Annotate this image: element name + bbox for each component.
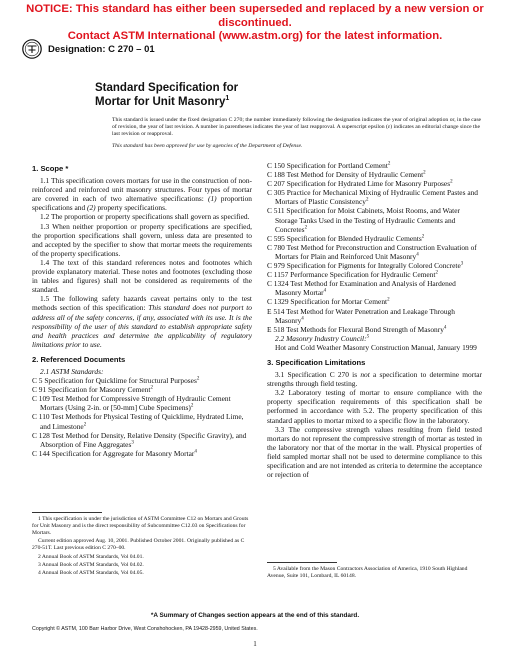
council-footnote-mark: 5 [366,334,370,340]
reference-footnote-mark: 2 [450,179,453,185]
footnote-3: 3 Annual Book of ASTM Standards, Vol 04.02. [38,561,144,568]
reference-text: C 144 Specification for Aggregate for Masonry Mortar [32,448,195,458]
council-heading [267,334,482,343]
title-line-2-text: Mortar for Unit Masonry [95,95,226,108]
reference-item [32,449,252,458]
reference-text: C 1157 Performance Specification for Hydraulic Cement [267,270,436,280]
reference-item [267,307,482,325]
para-1-1-a: 1.1 This specification covers mortars for use in the construction of non-reinforced and reinforced unit masonry structures. Four types of mortar are covered in each of two alternative specifications: [32,176,252,204]
reference-text: C 979 Specification for Pigments for Integrally Colored Concrete [267,261,461,271]
footnote-4: 4 Annual Book of ASTM Standards, Vol 04.05. [38,570,144,577]
footnote-rule-right [267,562,337,563]
reference-footnote-mark: 4 [194,449,197,455]
reference-item [267,279,482,297]
left-column [32,161,252,458]
notice-line-1: NOTICE: This standard has either been superseded and replaced by a new version or discontinued. [26,3,484,29]
para-1-2: 1.2 The proportion or property specifications shall govern as specified. [40,212,250,222]
reference-item [267,170,482,179]
reference-item [267,188,482,206]
footnote-rule-left [32,512,102,513]
reference-footnote-mark: 2 [190,403,194,409]
footnote-2: 2 Annual Book of ASTM Standards, Vol 04.01. [38,553,144,560]
astm-logo-icon [22,39,42,59]
reference-footnote-mark: 3 [131,440,134,446]
reference-item [32,376,252,385]
designation-text: Designation: C 270 – 01 [48,43,155,55]
footnote-5: 5 Available from the Mason Contractors Association of America, 1910 South Highland Avenue, Suite 101, Lombard, IL 60148. [267,566,468,579]
reference-footnote-mark: 2 [387,297,390,303]
refs-left-list [32,376,252,458]
summary-of-changes-note: *A Summary of Changes section appears at the end of this standard. [150,612,360,619]
reference-footnote-mark: 2 [150,385,153,391]
para-1-5 [32,294,252,349]
reference-footnote-mark: 2 [421,234,425,240]
reference-footnote-mark: 2 [435,270,438,276]
reference-footnote-mark: 2 [196,376,200,382]
para-1-4: 1.4 The text of this standard references notes and footnotes which provide explanatory material. These notes and footnotes (excluding those in tables and figures) shall not be considered as requirements of the standard. [32,257,252,295]
title-line-1: Standard Specification for [95,82,239,94]
reference-item [267,161,482,170]
para-1-3: 1.3 When neither proportion or property specifications are specified, the proportion specifications shall govern, unless data are presented to and accepted by the specifier to show that mortar meets the requirements of the property specifications. [32,221,252,258]
reference-text: C 1329 Specification for Mortar Cement [267,297,388,307]
reference-footnote-mark: 4 [301,316,304,322]
para-1-5-caveat: This standard does not purport to address all of the safety concerns, if any, associated with its use. It is the responsibility of the user of this standard to establish appropriate safety and health practices and determine the applicability of regulatory limitations prior to use. [32,303,252,349]
reference-item [267,243,482,261]
reference-item [267,234,482,243]
notice-line-2: Contact ASTM International (www.astm.org) for the latest information. [67,30,443,42]
reference-text: C 109 Test Method for Compressive Strength of Hydraulic Cement Mortars (Using 2-in. or [50-mm] Cube Specimens) [32,394,231,413]
footnote-1-edition: Current edition approved Aug. 10, 2001. Published October 2001. Originally published as C 270-51T. Last previous edition C 270–00. [32,538,245,552]
reference-item [267,261,482,270]
para-3-3: 3.3 The compressive strength values resulting from field tested mortars do not represent the compressive strength of mortar as tested in the laboratory nor that of the mortar in the wall. Physical properties of field sampled mortar shall not be used to determine compliance to this specification and are not intended as criteria to determine the acceptance or rejection of [267,424,482,480]
footnote-1: 1 This specification is under the jurisdiction of ASTM Committee C12 on Mortars and Grouts for Unit Masonry and is the direct responsibility of Subcommittee C12.03 on Specifications for Mortars. [32,516,249,536]
reference-footnote-mark: 2 [304,225,308,231]
issuance-statement: This standard is issued under the fixed designation C 270; the number immediately following the designation indicates the year of original adoption or, in the case of revision, the year of last revision. A number in parentheses indicates the year of last reapproval. A superscript epsilon (ε) indicates an editorial change since the last revision or reapproval. [112,117,482,138]
para-1-1-end: property specifications. [95,203,167,213]
document-title [95,82,238,109]
designation-header [22,38,155,60]
para-1-1-n1: (1) [208,194,217,204]
reference-text: C 207 Specification for Hydrated Lime for Masonry Purposes [267,179,451,189]
reference-footnote-mark: 2 [365,197,369,203]
reference-footnote-mark: 4 [323,288,327,294]
reference-text: C 188 Test Method for Density of Hydraulic Cement [267,170,424,180]
astm-standards-heading: 2.1 ASTM Standards: [40,366,104,376]
right-column [267,161,482,479]
reference-item [32,385,252,394]
reference-text: C 128 Test Method for Density, Relative Density (Specific Gravity), and Absorption of Fine Aggregates [32,430,247,449]
refs-heading: 2. Referenced Documents [32,354,126,364]
reference-text: C 110 Test Methods for Physical Testing of Quicklime, Hydrated Lime, and Limestone [32,412,244,431]
reference-item [32,412,252,430]
footnotes-left [32,516,252,579]
reference-item [267,297,482,306]
para-3-1 [267,370,482,388]
reference-text: C 511 Specification for Moist Cabinets, Moist Rooms, and Water Storage Tanks Used in the Testing of Hydraulic Cements and Concretes [267,206,460,234]
reference-text: C 780 Test Method for Preconstruction and Construction Evaluation of Mortars for Plain and Reinforced Unit Masonry [267,242,477,261]
reference-text: C 595 Specification for Blended Hydraulic Cements [267,233,422,243]
title-line-2 [95,96,238,110]
title-footnote-mark: 1 [225,94,230,102]
reference-item [32,394,252,412]
para-1-1-n2: (2) [87,203,96,213]
reference-footnote-mark: 4 [416,252,419,258]
council-manual: Hot and Cold Weather Masonry Construction Manual, January 1999 [275,342,477,352]
issuance-block [112,117,484,154]
council-heading-text: 2.2 Masonry Industry Council: [275,333,367,343]
reference-item [267,270,482,279]
refs-right-list [267,161,482,334]
reference-text: E 514 Test Method for Water Penetration and Leakage Through Masonry [267,306,455,325]
para-1-1 [32,176,252,212]
copyright-line: Copyright © ASTM, 100 Barr Harbor Drive, West Conshohocken, PA 19428-2959, United States. [32,626,258,632]
scope-heading: 1. Scope * [32,164,69,173]
reference-text: E 518 Test Methods for Flexural Bond Strength of Masonry [267,324,444,334]
reference-footnote-mark: 2 [387,161,391,167]
page-number: 1 [253,640,257,648]
reference-footnote-mark: 4 [443,325,447,331]
reference-text: C 1324 Test Method for Examination and Analysis of Hardened Masonry Mortar [267,279,456,298]
reference-item [267,325,482,334]
reference-footnote-mark: 2 [423,170,426,176]
limits-heading: 3. Specification Limitations [267,357,366,367]
para-3-1-b: a specification to determine mortar strengths through field testing. [267,370,482,389]
reference-text: C 150 Specification for Portland Cement [267,161,388,170]
para-1-5-a: 1.5 The following safety hazards caveat pertains only to the test methods section of this specification: [32,294,252,313]
reference-text: C 305 Practice for Mechanical Mixing of Hydraulic Cement Pastes and Mortars of Plastic Consistency [267,188,478,207]
para-1-1-mid: proportion specifications and [32,194,252,213]
para-3-2: 3.2 Laboratory testing of mortar to ensure compliance with the property specification requirements of this specification shall be performed in accordance with 5.2. The property specification of this standard applies to mortar mixed to a specific flow in the laboratory. [267,388,482,425]
reference-item [32,431,252,449]
reference-footnote-mark: 3 [460,261,464,267]
reference-item [267,179,482,188]
dod-statement: This standard has been approved for use by agencies of the Department of Defense. [112,142,303,149]
reference-text: C 5 Specification for Quicklime for Structural Purposes [32,376,197,386]
para-3-1-a: 3.1 Specification C 270 is [275,370,361,380]
reference-footnote-mark: 2 [83,422,87,428]
reference-text: C 91 Specification for Masonry Cement [32,385,151,395]
reference-item [267,206,482,233]
para-3-1-not: not [360,370,370,380]
